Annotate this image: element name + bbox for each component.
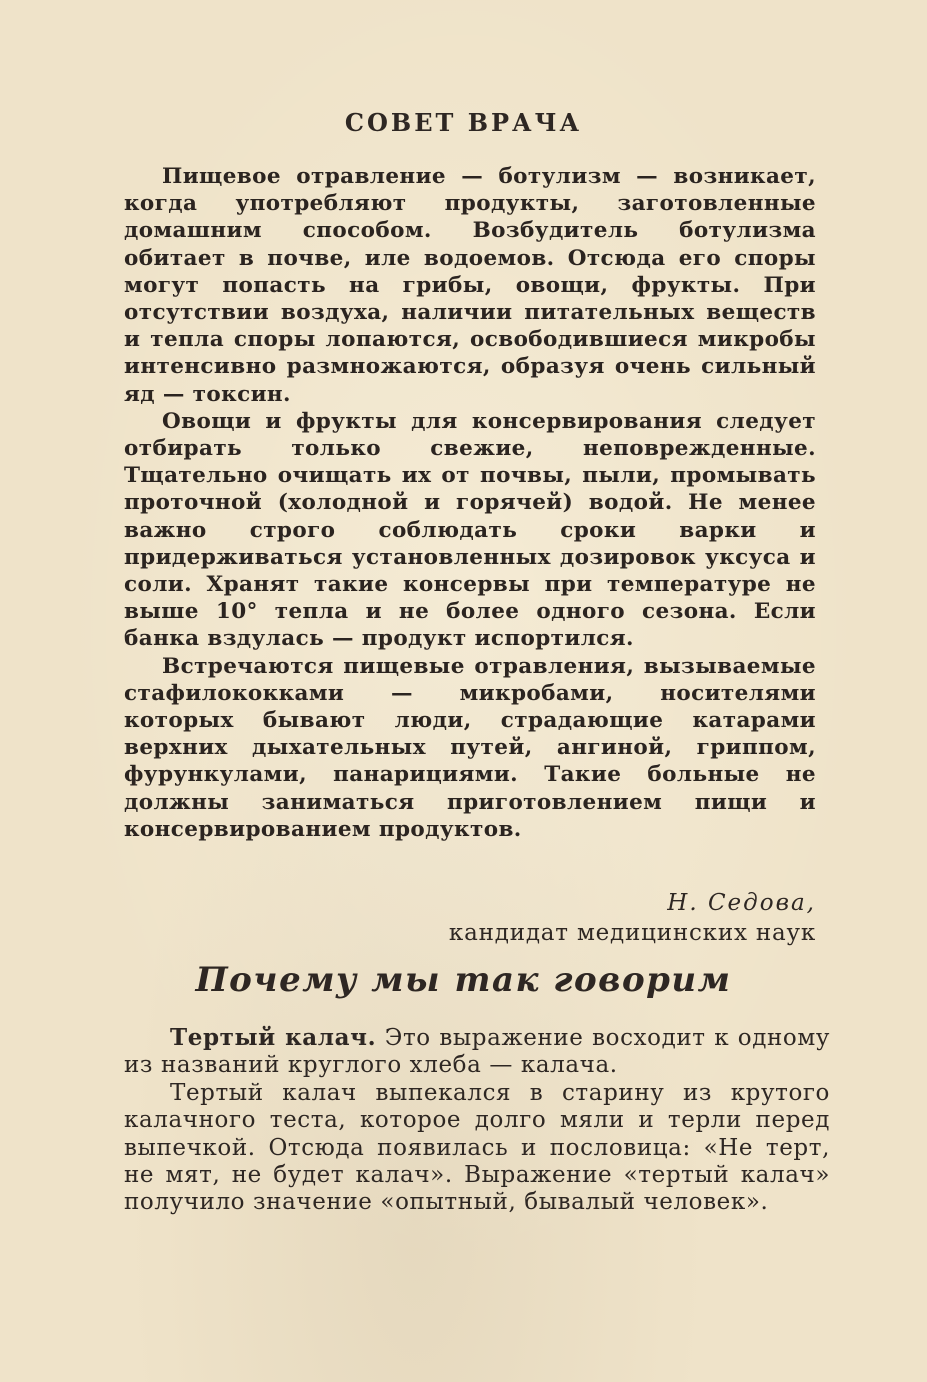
author-signature [124,888,816,948]
phrase-term: Тертый калач. [170,1024,377,1051]
section2-heading: Почему мы так говорим [195,960,732,1000]
author-name: Н. Седова, [667,890,816,916]
phrase-paragraph: Тертый калач выпекался в старину из крутого калачного теста, которое долго мяли и терли перед выпечкой. Отсюда появилась и пословица: «Не терт, не мят, не будет калач». Выражение «тертый калач» получило значение «опытный, бывалый человек». [124,1079,830,1216]
section-heading: СОВЕТ ВРАЧА [344,108,583,137]
doctor-advice-article [124,163,816,843]
article-paragraph: Встречаются пищевые отравления, вызываемые стафилококками — микробами, носителями которых бывают люди, страдающие катарами верхних дыхательных путей, ангиной, гриппом, фурункулами, панарициями. Такие больные не должны заниматься приготовлением пищи и консервированием продуктов. [124,653,816,842]
article-paragraph: Пищевое отравление — ботулизм — возникает, когда употребляют продукты, заготовленные домашним способом. Возбудитель ботулизма обитает в почве, иле водоемов. Отсюда его споры могут попасть на грибы, овощи, фрукты. При отсутствии воздуха, наличии питательных веществ и тепла споры лопаются, освободившиеся микробы интенсивно размножаются, образуя очень сильный яд — токсин. [124,164,816,407]
phrase-paragraph [124,1024,830,1080]
article-paragraph: Овощи и фрукты для консервирования следует отбирать только свежие, неповрежденные. Тщательно очищать их от почвы, пыли, промывать проточной (холодной и горячей) водой. Не менее важно строго соблюдать сроки варки и придерживаться установленных дозировок уксуса и соли. Хранят такие консервы при температуре не выше 10° тепла и не более одного сезона. Если банка вздулась — продукт испортился. [124,408,816,652]
phrase-origin-article [124,1024,830,1217]
phrase-definition: Это выражение восходит к одному из названий круглого хлеба — калача. [124,1025,830,1079]
author-title: кандидат медицинских наук [448,920,816,946]
